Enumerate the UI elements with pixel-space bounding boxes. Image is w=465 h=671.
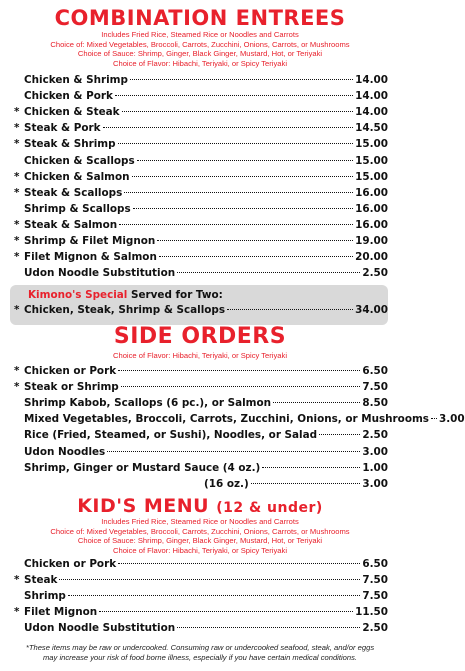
dot-leader xyxy=(59,579,360,580)
menu-item-price: 19.00 xyxy=(355,235,388,247)
menu-item-price: 16.00 xyxy=(355,218,388,231)
side-orders-info-line: Choice of Flavor: Hibachi, Teriyaki, or Spicy Teriyaki xyxy=(112,351,288,360)
menu-item-price: 15.00 xyxy=(355,154,388,167)
dot-leader xyxy=(133,208,353,209)
menu-item-price: 15.00 xyxy=(355,170,388,183)
menu-item-name: Chicken or Pork xyxy=(24,558,117,570)
menu-item-name: Shrimp, Ginger or Mustard Sauce (4 oz.) xyxy=(24,461,261,474)
menu-item-row xyxy=(14,412,465,426)
menu-item-name: Steak & Pork xyxy=(24,122,101,135)
menu-item-name: Steak & Shrimp xyxy=(24,138,116,151)
menu-item-name: Chicken & Pork xyxy=(24,90,113,103)
menu-item-name: Chicken & Steak xyxy=(24,106,120,119)
footnote-line: may increase your risk of food borne illness, especially if you have certain medical conditions. xyxy=(42,653,358,662)
combination-info xyxy=(0,30,400,68)
menu-item-row xyxy=(14,105,388,119)
star-marker: * xyxy=(14,186,20,199)
menu-item-price: 3.00 xyxy=(362,477,388,490)
menu-item-row xyxy=(14,380,388,394)
menu-item-row xyxy=(14,557,388,571)
menu-item-price: 14.00 xyxy=(355,106,388,119)
menu-item-name: Shrimp xyxy=(24,590,66,602)
dot-leader xyxy=(122,111,354,112)
star-marker: * xyxy=(14,122,20,135)
menu-item-row xyxy=(14,445,388,459)
dot-leader xyxy=(431,418,437,419)
dot-leader xyxy=(319,434,360,435)
star-marker: * xyxy=(14,218,20,231)
kids-info-line: Choice of Sauce: Shrimp, Ginger, Black Ginger, Mustard, Hot, or Teriyaki xyxy=(77,536,323,545)
menu-item-name: Chicken & Salmon xyxy=(24,170,130,183)
menu-item-price: 15.00 xyxy=(355,138,388,151)
dot-leader xyxy=(177,272,360,273)
menu-item-row xyxy=(14,218,388,232)
menu-item-price: 7.50 xyxy=(362,381,388,394)
menu-item-name: Filet Mignon xyxy=(24,606,98,618)
menu-item-name: Chicken & Shrimp xyxy=(24,74,128,86)
star-marker: * xyxy=(14,304,20,316)
menu-item-name: Steak & Scallops xyxy=(24,186,123,199)
menu-item-row xyxy=(14,589,388,603)
special-header xyxy=(28,288,223,302)
kids-menu-title-text: KID'S MENU xyxy=(77,495,210,517)
kids-menu-subtitle: (12 & under) xyxy=(216,500,323,516)
menu-item-row xyxy=(14,428,388,442)
menu-item-name: Shrimp Kabob, Scallops (6 pc.), or Salmon xyxy=(24,397,272,410)
dot-leader xyxy=(118,563,360,564)
kids-info-line: Choice of: Mixed Vegetables, Broccoli, Carrots, Zucchini, Onions, Carrots, or Mushrooms xyxy=(50,526,350,536)
menu-item-price: 20.00 xyxy=(355,251,388,264)
menu-item-row xyxy=(14,137,388,151)
menu-item-price: 6.50 xyxy=(362,558,388,570)
special-served: Served for Two: xyxy=(131,289,223,301)
dot-leader xyxy=(115,95,353,96)
menu-item-price: 11.50 xyxy=(355,606,388,618)
dot-leader xyxy=(118,143,354,144)
side-orders-title: SIDE ORDERS xyxy=(113,324,287,349)
dot-leader xyxy=(251,483,361,484)
menu-item-price: 14.50 xyxy=(355,122,388,135)
menu-item-row xyxy=(14,250,388,264)
menu-item-row xyxy=(14,573,388,587)
menu-item-name: Chicken or Pork xyxy=(24,365,117,377)
menu-item-row xyxy=(14,266,388,280)
menu-item-price: 2.50 xyxy=(362,429,388,442)
menu-item-row xyxy=(14,461,388,475)
menu-item-row xyxy=(14,202,388,216)
kids-info-line: Choice of Flavor: Hibachi, Teriyaki, or Spicy Teriyaki xyxy=(112,545,288,555)
menu-item-name: Mixed Vegetables, Broccoli, Carrots, Zucchini, Onions, or Mushrooms xyxy=(24,413,429,426)
menu-item-name: Chicken & Scallops xyxy=(24,154,135,167)
menu-item-row xyxy=(14,605,388,619)
menu-item-price: 8.50 xyxy=(362,397,388,410)
special-label: Kimono's Special xyxy=(28,289,128,301)
star-marker: * xyxy=(14,251,20,264)
combination-entrees-title: COMBINATION ENTREES xyxy=(54,6,346,30)
combination-info-line: Choice of: Mixed Vegetables, Broccoli, Carrots, Zucchini, Onions, Carrots, or Mushrooms xyxy=(50,39,350,49)
star-marker: * xyxy=(14,106,20,119)
dot-leader xyxy=(68,595,361,596)
star-marker: * xyxy=(14,606,20,618)
dot-leader xyxy=(99,611,353,612)
dot-leader xyxy=(121,386,361,387)
dot-leader xyxy=(177,627,360,628)
menu-item-name: Udon Noodle Substitution xyxy=(24,267,176,280)
star-marker: * xyxy=(14,170,20,183)
menu-item-name: Steak or Shrimp xyxy=(24,381,119,394)
menu-item-row xyxy=(14,234,388,248)
dot-leader xyxy=(227,309,353,310)
dot-leader xyxy=(118,370,360,371)
menu-item-name: Steak & Salmon xyxy=(24,218,118,231)
kids-menu-title xyxy=(0,495,400,517)
disclaimer-footnote xyxy=(0,643,400,663)
menu-item-price: 7.50 xyxy=(362,574,388,586)
dot-leader xyxy=(137,160,353,161)
footnote-line: *These items may be raw or undercooked. Consuming raw or undercooked seafood, steak, and/or eggs xyxy=(25,643,375,652)
menu-item-row xyxy=(14,170,388,184)
menu-item-name: Filet Mignon & Salmon xyxy=(24,251,157,264)
menu-item-row xyxy=(14,121,388,135)
menu-item-row xyxy=(14,396,388,410)
combination-info-line: Choice of Sauce: Shrimp, Ginger, Black Ginger, Mustard, Hot, or Teriyaki xyxy=(77,49,323,58)
side-orders-info xyxy=(0,351,400,361)
menu-item-row xyxy=(14,621,388,635)
menu-item-price: 1.00 xyxy=(362,461,388,474)
menu-item-name: (16 oz.) xyxy=(204,477,249,490)
menu-item-name: Steak xyxy=(24,574,58,586)
menu-item-row xyxy=(14,154,388,168)
dot-leader xyxy=(119,224,353,225)
menu-item-name: Shrimp & Scallops xyxy=(24,202,131,215)
dot-leader xyxy=(159,256,353,257)
dot-leader xyxy=(124,192,353,193)
menu-item-price: 16.00 xyxy=(355,202,388,215)
menu-item-row xyxy=(14,89,388,103)
special-item-price: 34.00 xyxy=(355,304,388,316)
menu-item-name: Rice (Fried, Steamed, or Sushi), Noodles, or Salad xyxy=(24,429,318,442)
menu-item-name: Udon Noodles xyxy=(24,445,106,458)
menu-item-row xyxy=(14,364,388,378)
dot-leader xyxy=(262,467,360,468)
menu-item-price: 3.00 xyxy=(438,413,465,426)
menu-item-name: Udon Noodle Substitution xyxy=(24,622,176,634)
combination-info-line: Includes Fried Rice, Steamed Rice or Noodles and Carrots xyxy=(101,30,299,39)
menu-item-row xyxy=(14,73,388,87)
special-item-row xyxy=(14,303,388,317)
menu-item-row xyxy=(14,477,388,491)
dot-leader xyxy=(103,127,354,128)
menu-item-price: 14.00 xyxy=(355,74,388,86)
menu-item-price: 6.50 xyxy=(362,365,388,377)
star-marker: * xyxy=(14,365,20,377)
menu-item-price: 14.00 xyxy=(355,90,388,103)
star-marker: * xyxy=(14,381,20,394)
menu-item-name: Shrimp & Filet Mignon xyxy=(24,235,156,247)
dot-leader xyxy=(107,451,360,452)
star-marker: * xyxy=(14,235,20,247)
dot-leader xyxy=(157,240,353,241)
menu-item-price: 2.50 xyxy=(362,267,388,280)
dot-leader xyxy=(273,402,360,403)
dot-leader xyxy=(132,176,354,177)
menu-item-price: 3.00 xyxy=(362,445,388,458)
menu-item-price: 2.50 xyxy=(362,622,388,634)
menu-item-price: 16.00 xyxy=(355,186,388,199)
special-item-name: Chicken, Steak, Shrimp & Scallops xyxy=(24,304,226,316)
dot-leader xyxy=(130,79,353,80)
menu-item-price: 7.50 xyxy=(362,590,388,602)
star-marker: * xyxy=(14,138,20,151)
combination-info-line: Choice of Flavor: Hibachi, Teriyaki, or Spicy Teriyaki xyxy=(112,58,288,68)
star-marker: * xyxy=(14,574,20,586)
kids-info-line: Includes Fried Rice, Steamed Rice or Noodles and Carrots xyxy=(101,517,299,526)
kids-info xyxy=(0,517,400,555)
menu-item-row xyxy=(14,186,388,200)
